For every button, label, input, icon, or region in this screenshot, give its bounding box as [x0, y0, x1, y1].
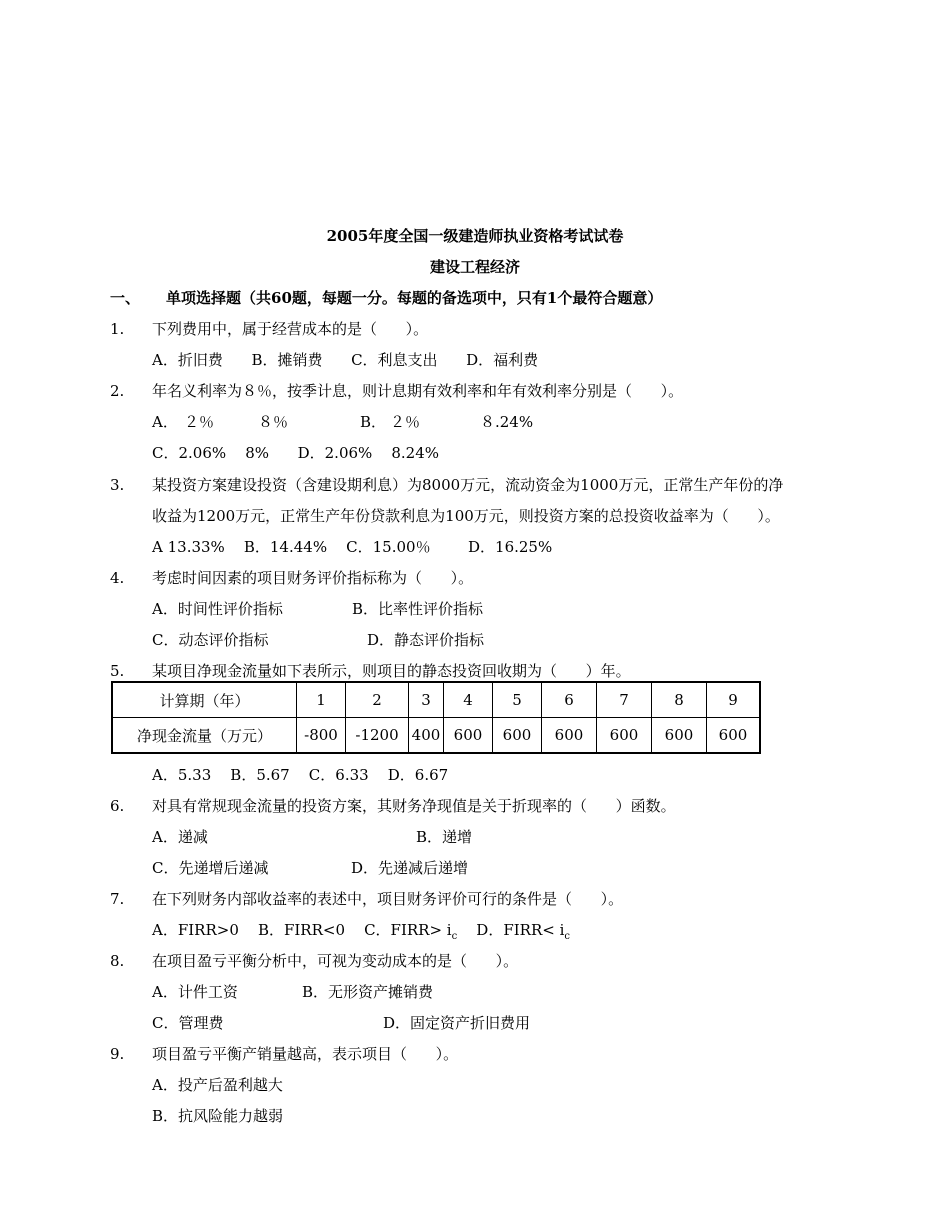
- question-4-stem: 考虑时间因素的项目财务评价指标称为（ ）。: [152, 569, 474, 587]
- period-cell: 6: [542, 682, 597, 718]
- question-8-option-a: A．计件工资: [152, 983, 238, 1001]
- cash-flow-cell: 600: [652, 718, 707, 754]
- question-7-options: [152, 920, 570, 947]
- question-4-option-c: C．动态评价指标: [152, 631, 269, 649]
- question-2-option-a-value1: ２％: [184, 413, 215, 431]
- period-cell: 1: [297, 682, 346, 718]
- question-7-subscript-2: c: [564, 931, 570, 942]
- question-3-option-d: D．16.25%: [468, 538, 553, 556]
- cash-flow-cell: 600: [597, 718, 652, 754]
- question-7-options-text-2: D．FIRR< i: [457, 921, 565, 939]
- question-5-number: 5.: [110, 662, 125, 680]
- question-8-option-c: C．管理费: [152, 1014, 224, 1032]
- question-6-option-d: D．先递减后递增: [351, 859, 469, 877]
- table-row: [112, 682, 760, 718]
- period-cell: 9: [707, 682, 761, 718]
- question-3-number: 3.: [110, 476, 125, 494]
- table-row: [112, 718, 760, 754]
- question-2-option-a-label: A．: [152, 413, 178, 431]
- question-9-number: 9.: [110, 1045, 125, 1063]
- period-cell: 7: [597, 682, 652, 718]
- question-8-option-b: B．无形资产摊销费: [302, 983, 434, 1001]
- question-2-stem: 年名义利率为８％，按季计息，则计息期有效利率和年有效利率分别是（ ）。: [152, 382, 684, 400]
- cash-flow-cell: 600: [493, 718, 542, 754]
- question-1-options: A．折旧费 B．摊销费 C．利息支出 D．福利费: [152, 351, 539, 369]
- question-1-number: 1.: [110, 320, 125, 338]
- question-3-stem-line1: 某投资方案建设投资（含建设期利息）为8000万元，流动资金为1000万元，正常生产年份的净: [152, 476, 784, 494]
- question-7-number: 7.: [110, 890, 125, 908]
- question-8-option-d: D．固定资产折旧费用: [383, 1014, 531, 1032]
- question-4-option-d: D．静态评价指标: [367, 631, 485, 649]
- question-7-options-text-1: A．FIRR>0 B．FIRR<0 C．FIRR> i: [152, 921, 452, 939]
- question-7-stem: 在下列财务内部收益率的表述中，项目财务评价可行的条件是（ ）。: [152, 890, 624, 908]
- period-cell: 8: [652, 682, 707, 718]
- question-3-options-abc: A 13.33% B．14.44% C．15.00％: [152, 538, 431, 556]
- question-6-option-b: B．递增: [416, 828, 473, 846]
- period-cell: 3: [409, 682, 444, 718]
- question-6-option-c: C．先递增后递减: [152, 859, 269, 877]
- section-number: 一、: [110, 289, 141, 307]
- question-2-option-a-value2: ８％: [258, 413, 289, 431]
- cash-flow-cell: -800: [297, 718, 346, 754]
- question-2-options-cd: C．2.06% 8% D．2.06% 8.24%: [152, 444, 440, 462]
- period-cell: 5: [493, 682, 542, 718]
- cash-flow-cell: 600: [542, 718, 597, 754]
- question-4-option-b: B．比率性评价指标: [352, 600, 484, 618]
- question-6-stem: 对具有常规现金流量的投资方案，其财务净现值是关于折现率的（ ）函数。: [152, 797, 676, 815]
- question-1-stem: 下列费用中，属于经营成本的是（ ）。: [152, 320, 429, 338]
- exam-subtitle: 建设工程经济: [429, 258, 520, 276]
- question-2-option-b-value1: ２％: [390, 413, 421, 431]
- question-8-stem: 在项目盈亏平衡分析中，可视为变动成本的是（ ）。: [152, 952, 519, 970]
- exam-title: 2005年度全国一级建造师执业资格考试试卷: [326, 227, 624, 245]
- question-5-options: A．5.33 B．5.67 C．6.33 D．6.67: [152, 766, 449, 784]
- period-cell: 2: [346, 682, 409, 718]
- question-6-option-a: A．递减: [152, 828, 208, 846]
- question-5-stem: 某项目净现金流量如下表所示，则项目的静态投资回收期为（ ）年。: [152, 662, 631, 680]
- question-4-number: 4.: [110, 569, 125, 587]
- question-7-subscript-1: c: [451, 931, 458, 942]
- question-2-option-b-label: B．: [360, 413, 387, 431]
- period-cell: 4: [444, 682, 493, 718]
- cash-flow-cell: 600: [444, 718, 493, 754]
- question-9-stem: 项目盈亏平衡产销量越高，表示项目（ ）。: [152, 1045, 459, 1063]
- question-6-number: 6.: [110, 797, 125, 815]
- cash-flow-cell: -1200: [346, 718, 409, 754]
- question-9-option-a: A．投产后盈利越大: [152, 1076, 283, 1094]
- cash-flow-cell: 600: [707, 718, 761, 754]
- question-2-number: 2.: [110, 382, 125, 400]
- question-8-number: 8.: [110, 952, 125, 970]
- question-4-option-a: A．时间性评价指标: [152, 600, 283, 618]
- question-2-option-b-value2: ８.24%: [480, 413, 534, 431]
- question-9-option-b: B．抗风险能力越弱: [152, 1107, 284, 1125]
- section-heading: 单项选择题（共60题，每题一分。每题的备选项中，只有1个最符合题意）: [166, 289, 663, 307]
- period-row-label: 计算期（年）: [112, 682, 297, 718]
- cash-flow-table: [111, 681, 761, 754]
- cash-flow-row-label: 净现金流量（万元）: [112, 718, 297, 754]
- question-3-stem-line2: 收益为1200万元，正常生产年份贷款利息为100万元，则投资方案的总投资收益率为（ ）。: [152, 507, 780, 525]
- cash-flow-cell: 400: [409, 718, 444, 754]
